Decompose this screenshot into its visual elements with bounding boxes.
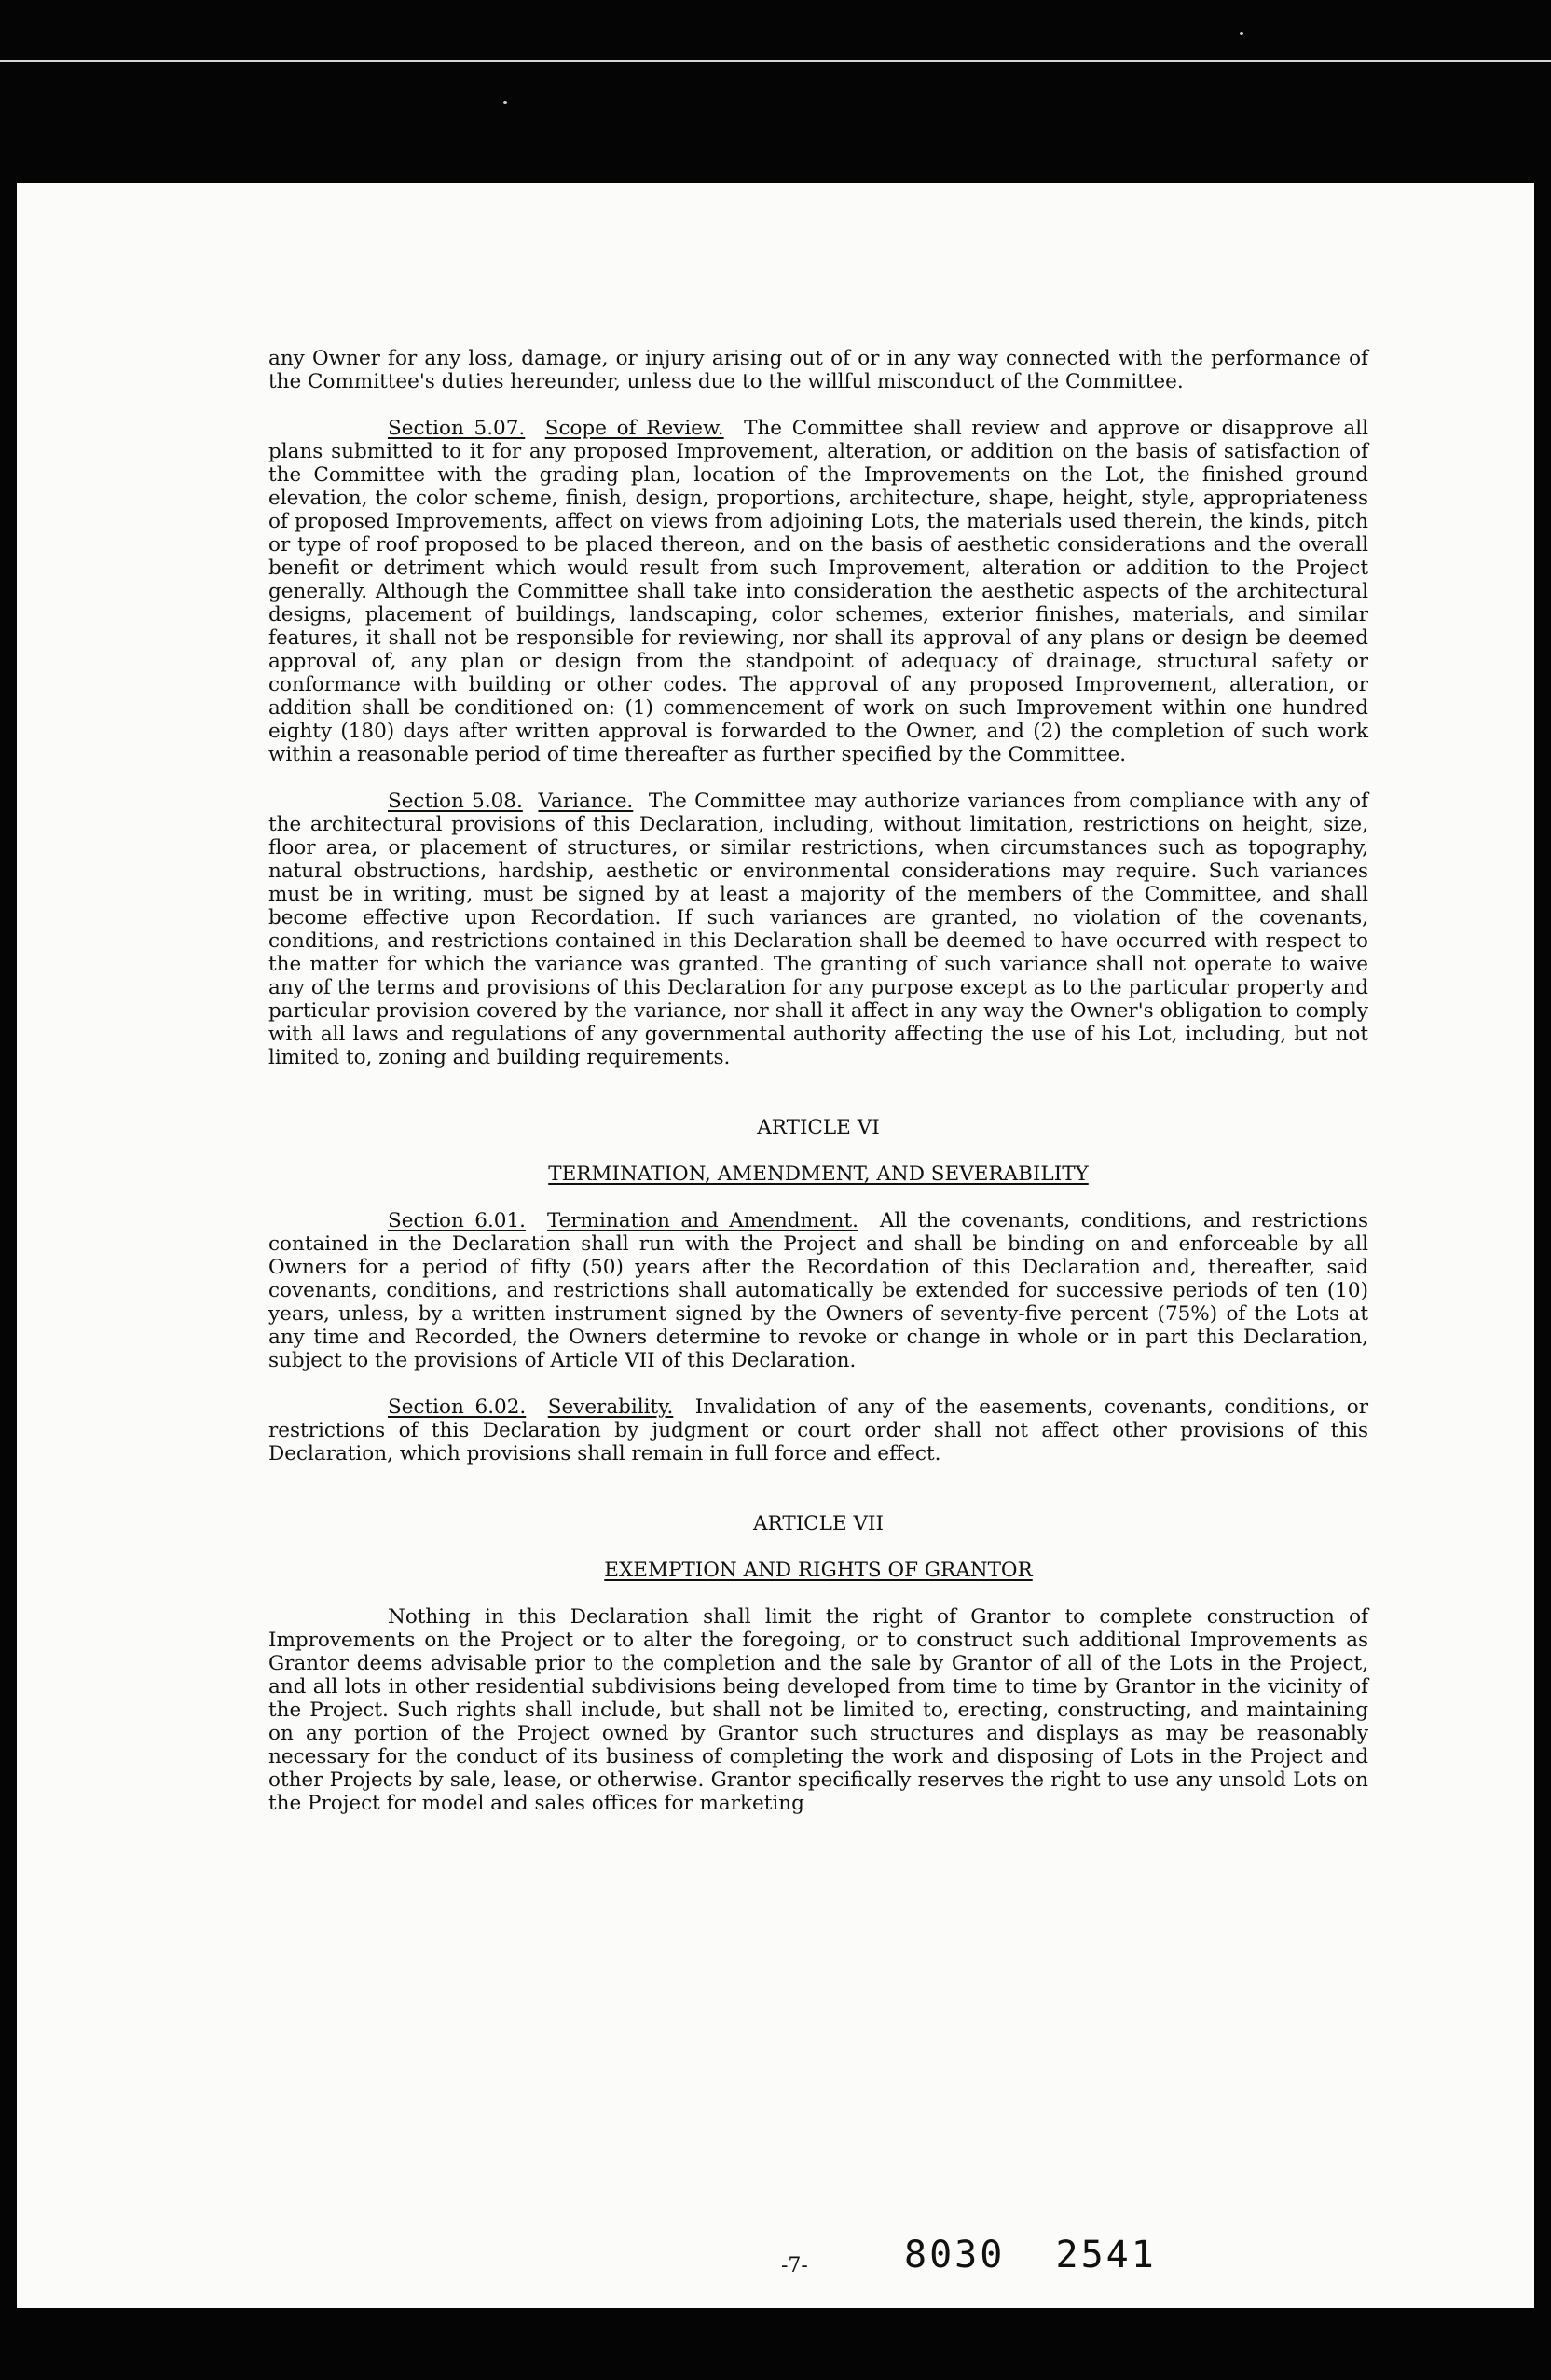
article-7-title: EXEMPTION AND RIGHTS OF GRANTOR [604,1559,1033,1582]
section-5-08 [268,790,1368,1069]
section-title: Variance. [538,790,634,813]
section-title: Severability. [547,1396,674,1419]
article-6-heading: ARTICLE VI [757,1116,880,1139]
recording-number: 8030 2541 [904,2234,1157,2277]
document-page [17,183,1534,2308]
section-6-01 [268,1209,1368,1372]
intro-paragraph: any Owner for any loss, damage, or injury arising out of or in any way connected with the performance of the Committee's duties hereunder, unless due to the willful misconduct of the Committee. [268,347,1368,393]
section-body: All the covenants, conditions, and restrictions contained in the Declaration shall run with the Project and shall be binding on and enforceable by all Owners for a period of fifty (50) years after the Recordation of this Declaration and, thereafter, said covenants, conditions, and restrictions shall automatically be extended for successive periods of ten (10) years, unless, by a written instrument signed by the Owners of seventy-five percent (75%) of the Lots at any time and Recorded, the Owners determine to revoke or change in whole or in part this Declaration, subject to the provisions of Article VII of this Declaration. [268,1209,1368,1372]
section-5-07 [268,417,1368,766]
page-footer [17,2234,1534,2290]
scan-top-line [0,60,1551,62]
section-label: Section 5.08. [388,790,523,813]
section-label: Section 6.02. [388,1396,527,1419]
section-body: The Committee shall review and approve or disapprove all plans submitted to it for any proposed Improvement, alteration, or addition on the basis of satisfaction of the Committee with the grading plan, location of the Improvements on the Lot, the finished ground elevation, the color scheme, finish, design, proportions, architecture, shape, height, style, appropriateness of proposed Improvements, affect on views from adjoining Lots, the materials used therein, the kinds, pitch or type of roof proposed to be placed thereon, and on the basis of aesthetic considerations and the overall benefit or detriment which would result from such Improvement, alteration or addition to the Project generally. Although the Committee shall take into consideration the aesthetic aspects of the architectural designs, placement of buildings, landscaping, color schemes, exterior finishes, materials, and similar features, it shall not be responsible for reviewing, nor shall its approval of any plans or design be deemed approval of, any plan or design from the standpoint of adequacy of drainage, structural safety or conformance with building or other codes. The approval of any proposed Improvement, alteration, or addition shall be conditioned on: (1) commencement of work on such Improvement within one hundred eighty (180) days after written approval is forwarded to the Owner, and (2) the completion of such work within a reasonable period of time thereafter as further specified by the Committee. [268,417,1369,766]
section-title: Termination and Amendment. [546,1209,858,1232]
section-body: The Committee may authorize variances from compliance with any of the architectural provisions of this Declaration, including, without limitation, restrictions on height, size, floor area, or placement of structures, or similar restrictions, when circumstances such as topography, natural obstructions, hardship, aesthetic or environmental considerations may require. Such variances must be in writing, must be signed by at least a majority of the members of the Committee, and shall become effective upon Recordation. If such variances are granted, no violation of the covenants, conditions, and restrictions contained in this Declaration shall be deemed to have occurred with respect to the matter for which the variance was granted. The granting of such variance shall not operate to waive any of the terms and provisions of this Declaration for any purpose except as to the particular property and particular provision covered by the variance, nor shall it affect in any way the Owner's obligation to comply with all laws and regulations of any governmental authority affecting the use of his Lot, including, but not limited to, zoning and building requirements. [268,790,1369,1069]
section-body: Invalidation of any of the easements, covenants, conditions, or restrictions of this Declaration by judgment or court order shall not affect other provisions of this Declaration, which provisions shall remain in full force and effect. [268,1396,1368,1465]
section-title: Scope of Review. [544,417,724,440]
article-6-title: TERMINATION, AMENDMENT, AND SEVERABILITY [548,1162,1089,1186]
section-label: Section 5.07. [388,417,526,440]
scan-speck [1240,32,1243,35]
article-7-paragraph: Nothing in this Declaration shall limit the right of Grantor to complete construction of Improvements on the Project or to alter the foregoing, or to construct such additional Improvements as Grantor deems advisable prior to the completion and the sale by Grantor of all of the Lots in the Project, and all lots in other residential subdivisions being developed from time to time by Grantor in the vicinity of the Project. Such rights shall include, but shall not be limited to, erecting, constructing, and maintaining on any portion of the Project owned by Grantor such structures and displays as may be reasonably necessary for the conduct of its business of completing the work and disposing of Lots in the Project and other Projects by sale, lease, or otherwise. Grantor specifically reserves the right to use any unsold Lots on the Project for model and sales offices for marketing [268,1605,1368,1815]
article-7-heading: ARTICLE VII [753,1512,884,1535]
section-6-02 [268,1396,1368,1465]
document-body [268,347,1368,1838]
page-number: -7- [781,2254,808,2277]
scan-speck [503,101,507,104]
section-label: Section 6.01. [388,1209,526,1232]
